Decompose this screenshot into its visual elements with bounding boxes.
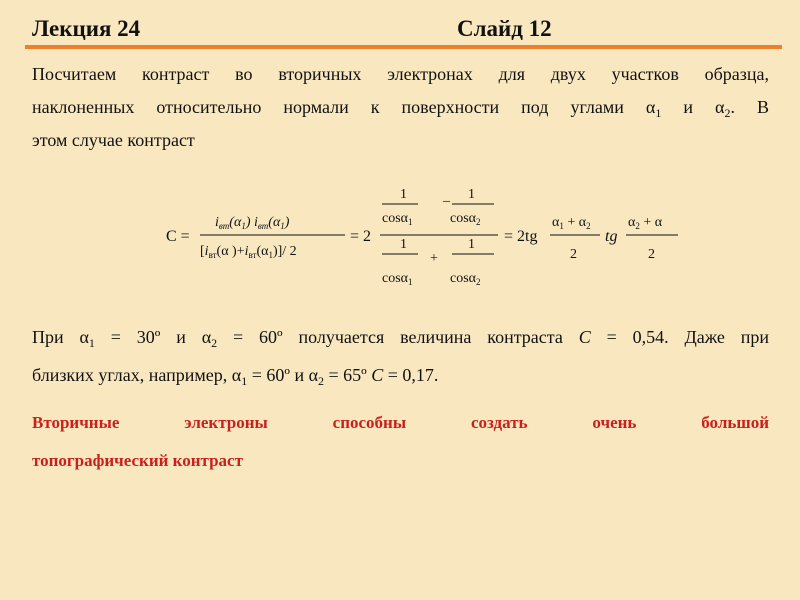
result-text: = 0,54. Даже при	[590, 327, 770, 347]
intro-line-2	[32, 91, 769, 124]
formula-svg	[160, 178, 690, 296]
conclusion-line-2: топографический контраст	[32, 451, 243, 470]
subscript: 1	[88, 336, 95, 350]
result-text: = 0,17.	[383, 365, 439, 385]
intro-text: и α	[661, 97, 725, 117]
conclusion-line-1: Вторичные электроны способны создать очень большой	[32, 413, 769, 432]
result-text: = 65º	[324, 365, 372, 385]
lecture-title: Лекция 24	[32, 16, 141, 41]
formula-cos: cosα$_1$	[382, 271, 413, 287]
formula-tg: tg	[605, 228, 618, 245]
formula-one: 1	[468, 187, 475, 202]
formula-eq3: = 2tg	[504, 228, 538, 245]
formula-cos: cosα$_1$	[382, 211, 413, 227]
result-text: = 60º и α	[247, 365, 319, 385]
result-text: При α	[32, 327, 89, 347]
contrast-formula	[160, 178, 690, 296]
conclusion-paragraph	[32, 404, 769, 480]
formula-den: [$i_{вт}(\alpha$ )$+i_{вт}(\alpha_1)]/$ 2	[200, 244, 297, 260]
formula-minus: _	[443, 189, 450, 204]
formula-cos: cosα$_2$	[450, 211, 481, 227]
result-line-2	[32, 356, 769, 394]
formula-num: $i_{вт}(\alpha_1)$ $i_{вт}(\alpha_1)$	[215, 215, 290, 231]
slide-number: Слайд 12	[457, 16, 552, 41]
intro-line-1: Посчитаем контраст во вторичных электронах для двух участков образца,	[32, 64, 769, 84]
subscript: 2	[211, 336, 218, 350]
subscript: 1	[655, 106, 662, 120]
slide-header	[0, 0, 800, 50]
intro-text: наклоненных относительно нормали к поверхности под углами α	[32, 97, 656, 117]
intro-line-3: этом случае контраст	[32, 130, 195, 150]
subscript: 1	[241, 374, 248, 388]
formula-lhs: C =	[166, 228, 190, 245]
header-divider	[25, 45, 782, 49]
formula-one: 1	[400, 187, 407, 202]
formula-one: 1	[400, 237, 407, 252]
contrast-symbol: C	[578, 327, 591, 347]
subscript: 2	[724, 106, 731, 120]
formula-eq2: = 2	[350, 228, 372, 245]
formula-cos: cosα$_2$	[450, 271, 481, 287]
subscript: 2	[318, 374, 325, 388]
formula-two: 2	[570, 247, 577, 262]
formula-diff: $\alpha_2 + \alpha$	[628, 215, 663, 231]
result-text: близких углах, например, α	[32, 365, 242, 385]
intro-text: . В	[730, 97, 769, 117]
result-text: = 60º получается величина контраста	[217, 327, 579, 347]
formula-plus: +	[430, 251, 438, 266]
contrast-symbol: C	[371, 365, 384, 385]
formula-sum: $\alpha_1 + \alpha_2$	[552, 215, 591, 231]
result-paragraph	[32, 318, 769, 394]
result-line-1	[32, 318, 769, 356]
formula-two: 2	[648, 247, 655, 262]
intro-paragraph	[32, 58, 769, 157]
formula-one: 1	[468, 237, 475, 252]
result-text: = 30º и α	[94, 327, 212, 347]
